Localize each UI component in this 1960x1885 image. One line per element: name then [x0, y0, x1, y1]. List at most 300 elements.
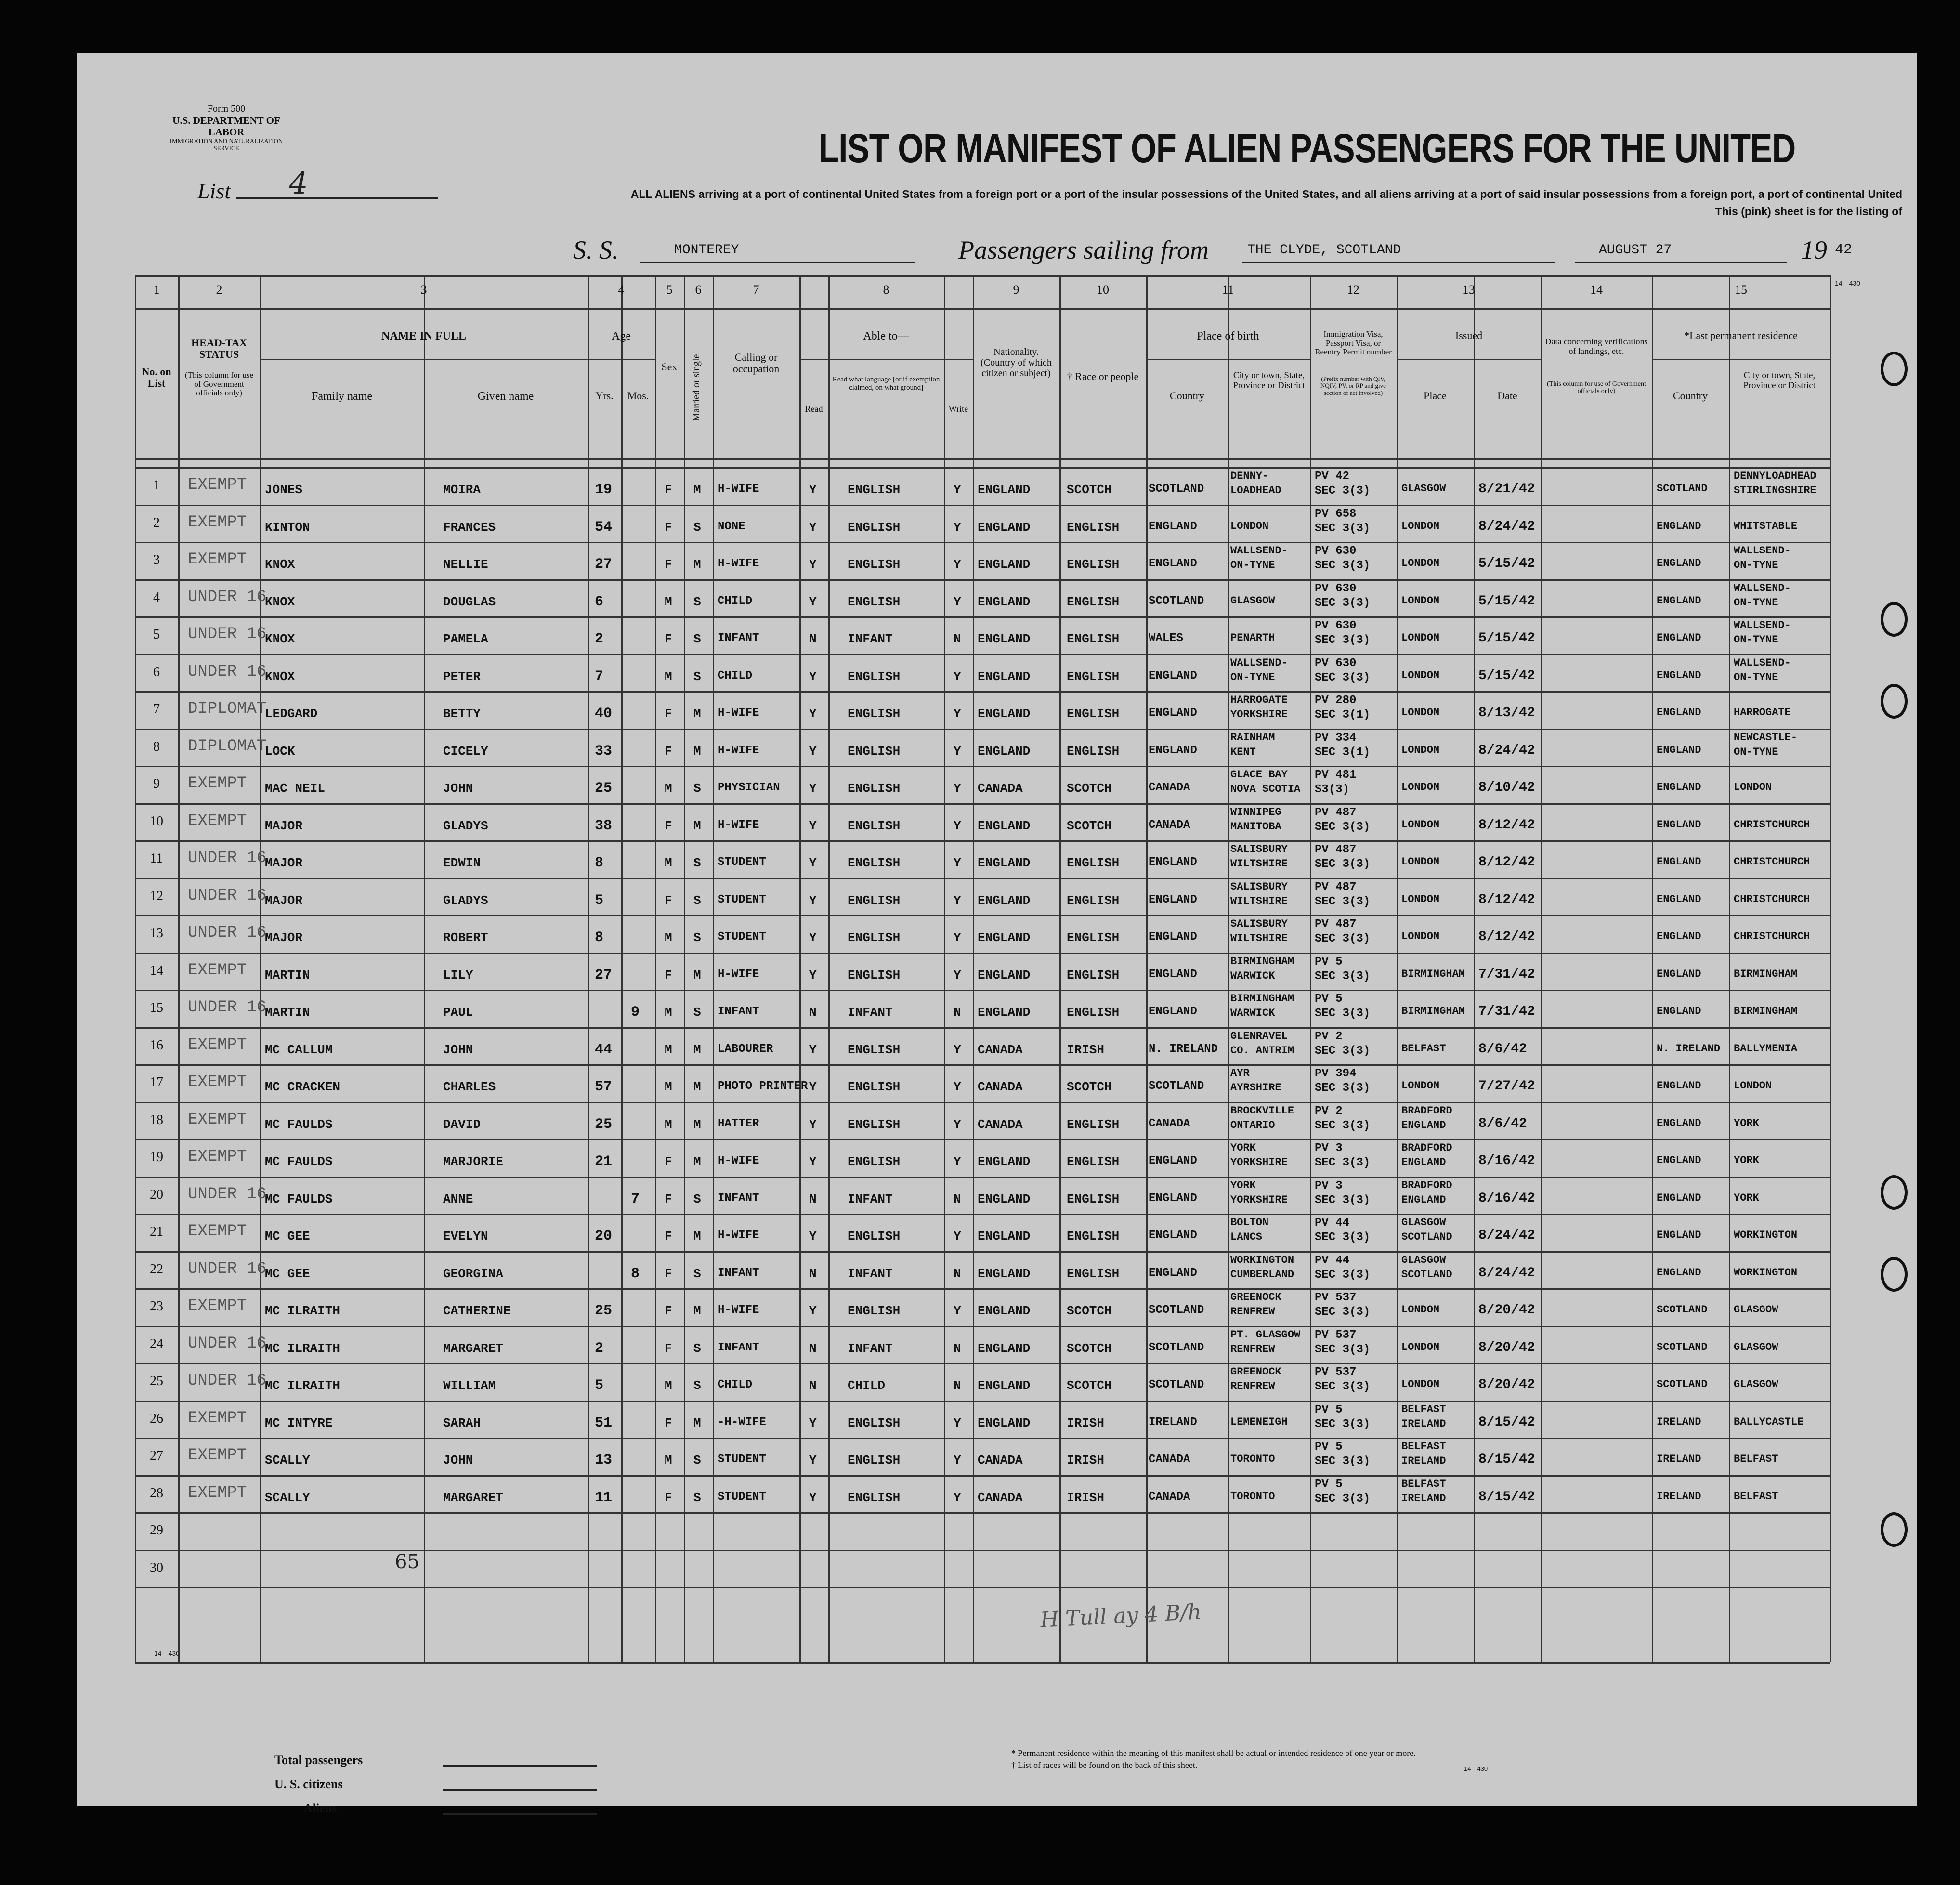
visa-number: S3(3)	[1315, 783, 1350, 796]
sex: F	[665, 520, 672, 535]
visa-number: SEC 3(3)	[1315, 1455, 1371, 1468]
read-language: CHILD	[848, 1378, 886, 1393]
residence-country: SCOTLAND	[1657, 1378, 1708, 1390]
nationality: CANADA	[978, 1453, 1023, 1467]
family-name: MC FAULDS	[265, 1191, 333, 1206]
head-tax-status: UNDER 16	[188, 849, 267, 867]
head-tax-status: EXEMPT	[188, 1110, 247, 1129]
birth-city: WILTSHIRE	[1230, 858, 1288, 870]
header-head-tax-note: (This column for use of Government officials only)	[184, 370, 254, 398]
residence-city: YORK	[1734, 1154, 1759, 1166]
can-write: Y	[954, 893, 961, 908]
issued-place: ENGLAND	[1401, 1119, 1446, 1131]
row-number: 24	[150, 1336, 163, 1351]
nationality: ENGLAND	[978, 856, 1031, 870]
table-row	[135, 990, 1830, 1027]
occupation: STUDENT	[718, 1490, 766, 1504]
nationality: ENGLAND	[978, 1341, 1031, 1356]
row-number: 26	[150, 1411, 163, 1426]
birth-country: CANADA	[1149, 818, 1190, 832]
header-mos: Mos.	[627, 390, 649, 402]
header-read: Read	[805, 404, 823, 414]
issued-place: SCOTLAND	[1401, 1231, 1452, 1243]
read-language: ENGLISH	[848, 1415, 901, 1430]
can-write: Y	[954, 594, 961, 609]
col-number-6: 6	[695, 283, 702, 297]
occupation: STUDENT	[718, 1453, 766, 1466]
issued-date: 8/13/42	[1478, 706, 1535, 720]
issued-place: LONDON	[1401, 781, 1440, 793]
residence-country: ENGLAND	[1657, 594, 1701, 607]
birth-city: AYR	[1230, 1067, 1250, 1079]
age-months: 7	[631, 1191, 640, 1207]
family-name: MAJOR	[265, 930, 303, 945]
header-data-note: (This column for use of Government officials only)	[1547, 380, 1646, 395]
residence-city: GLASGOW	[1734, 1341, 1778, 1353]
race: SCOTCH	[1067, 818, 1112, 833]
row-number: 19	[150, 1150, 163, 1165]
header-age: Age	[612, 330, 631, 342]
row-number: 25	[150, 1374, 163, 1388]
table-row	[135, 505, 1830, 542]
head-tax-status: UNDER 16	[188, 924, 267, 942]
head-tax-status: UNDER 16	[188, 1334, 267, 1353]
row-number: 15	[150, 1000, 163, 1015]
read-language: ENGLISH	[848, 1042, 901, 1057]
residence-city: WORKINGTON	[1734, 1229, 1798, 1241]
sex: M	[665, 1117, 672, 1132]
header-able-to: Able to—	[863, 330, 909, 342]
residence-city: STIRLINGSHIRE	[1734, 484, 1816, 497]
age-years: 57	[595, 1079, 613, 1095]
occupation: STUDENT	[718, 930, 766, 943]
given-name: DOUGLAS	[443, 594, 496, 609]
table-row	[135, 1326, 1830, 1363]
given-name: ROBERT	[443, 930, 488, 945]
row-number: 6	[153, 664, 160, 680]
visa-number: PV 487	[1315, 918, 1357, 931]
occupation: H-WIFE	[718, 1154, 759, 1167]
family-name: MC INTYRE	[265, 1415, 333, 1430]
can-read: Y	[809, 818, 817, 833]
occupation: H-WIFE	[718, 968, 759, 981]
age-years: 13	[595, 1452, 613, 1468]
nationality: ENGLAND	[978, 968, 1031, 982]
col-number-11: 11	[1222, 283, 1234, 297]
nationality: ENGLAND	[978, 1154, 1031, 1169]
visa-number: SEC 3(1)	[1315, 708, 1371, 721]
sex: F	[665, 1415, 672, 1430]
age-years: 6	[595, 593, 604, 610]
head-tax-status: EXEMPT	[188, 1035, 247, 1054]
us-citizens-line	[443, 1789, 597, 1791]
sex: F	[665, 893, 672, 908]
table-row	[135, 1363, 1830, 1401]
birth-city: ONTARIO	[1230, 1119, 1275, 1131]
row-number: 1	[153, 478, 160, 493]
header-write: Write	[948, 404, 968, 414]
family-name: LOCK	[265, 744, 295, 759]
family-name: KNOX	[265, 632, 295, 646]
birth-city: RAINHAM	[1230, 731, 1275, 744]
birth-city: AYRSHIRE	[1230, 1082, 1281, 1094]
read-language: ENGLISH	[848, 1453, 901, 1467]
given-name: EVELYN	[443, 1229, 488, 1244]
marital-status: M	[693, 1229, 701, 1244]
head-tax-status: EXEMPT	[188, 1222, 247, 1241]
family-name: MC CALLUM	[265, 1042, 333, 1057]
marital-status: M	[693, 1042, 701, 1057]
header-birth-city: City or town, State, Province or District	[1233, 370, 1305, 391]
col-number-13: 13	[1463, 283, 1475, 297]
issued-place: LONDON	[1401, 669, 1440, 681]
can-read: Y	[809, 557, 817, 572]
can-write: Y	[954, 1080, 961, 1094]
sex: F	[665, 1490, 672, 1505]
head-tax-status: EXEMPT	[188, 513, 247, 532]
binder-hole	[1881, 1257, 1908, 1292]
birth-city: GREENOCK	[1230, 1291, 1281, 1303]
residence-city: NEWCASTLE-	[1734, 731, 1798, 744]
birth-city: YORKSHIRE	[1230, 708, 1288, 720]
issued-date: 7/27/42	[1478, 1079, 1535, 1094]
form-code-footer: 14—430	[1464, 1765, 1488, 1772]
issued-place: ENGLAND	[1401, 1193, 1446, 1206]
age-years: 2	[595, 631, 604, 647]
issued-place: BIRMINGHAM	[1401, 968, 1465, 980]
birth-city: YORK	[1230, 1142, 1256, 1154]
row-number: 12	[150, 888, 163, 903]
marital-status: S	[693, 1490, 701, 1505]
table-row	[135, 1027, 1830, 1065]
visa-number: PV 630	[1315, 545, 1357, 558]
can-write: N	[954, 1378, 961, 1393]
row-number: 20	[150, 1187, 163, 1202]
residence-country: ENGLAND	[1657, 1266, 1701, 1279]
col-number-4: 4	[618, 283, 625, 297]
birth-country: ENGLAND	[1149, 707, 1197, 720]
residence-city: YORK	[1734, 1117, 1759, 1129]
table-row	[135, 1550, 1830, 1587]
birth-city: DENNY-	[1230, 470, 1269, 482]
birth-country: SCOTLAND	[1149, 1304, 1204, 1317]
race: SCOTCH	[1067, 781, 1112, 796]
header-visa: Immigration Visa, Passport Visa, or Reentry Permit number	[1315, 329, 1392, 357]
sex: M	[665, 1453, 672, 1467]
can-write: N	[954, 1191, 961, 1206]
marital-status: S	[693, 1191, 701, 1206]
issued-date: 8/20/42	[1478, 1303, 1535, 1318]
header-res-city: City or town, State, Province or District	[1743, 370, 1816, 391]
birth-city: GLASGOW	[1230, 594, 1275, 607]
family-name: LEDGARD	[265, 707, 318, 721]
row-number: 18	[150, 1112, 163, 1127]
read-language: ENGLISH	[848, 1080, 901, 1094]
birth-country: ENGLAND	[1149, 669, 1197, 682]
birth-city: ON-TYNE	[1230, 671, 1275, 683]
sex: F	[665, 968, 672, 982]
race: IRISH	[1067, 1415, 1105, 1430]
occupation: STUDENT	[718, 893, 766, 906]
marital-status: M	[693, 557, 701, 572]
table-row	[135, 1102, 1830, 1139]
residence-city: CHRISTCHURCH	[1734, 818, 1810, 831]
row-number: 13	[150, 926, 163, 941]
visa-number: SEC 3(3)	[1315, 484, 1371, 497]
issued-place: LONDON	[1401, 707, 1440, 719]
table-row	[135, 654, 1830, 692]
header-birth-country: Country	[1169, 390, 1205, 402]
binder-hole	[1881, 352, 1908, 386]
birth-country: ENGLAND	[1149, 1154, 1197, 1167]
sex: F	[665, 1304, 672, 1318]
sex: M	[665, 1042, 672, 1057]
occupation: INFANT	[718, 1191, 759, 1205]
given-name: MARGARET	[443, 1341, 503, 1356]
residence-city: GLASGOW	[1734, 1304, 1778, 1316]
residence-country: ENGLAND	[1657, 1080, 1701, 1092]
age-years: 40	[595, 706, 613, 722]
birth-city: CUMBERLAND	[1230, 1268, 1294, 1281]
marital-status: S	[693, 930, 701, 945]
age-years: 27	[595, 967, 613, 983]
can-write: Y	[954, 818, 961, 833]
visa-number: PV 630	[1315, 582, 1357, 595]
occupation: -H-WIFE	[718, 1415, 766, 1429]
issued-place: BELFAST	[1401, 1403, 1446, 1415]
count-annotation: 65	[395, 1551, 419, 1573]
table-row	[135, 1251, 1830, 1289]
read-language: ENGLISH	[848, 1229, 901, 1244]
marital-status: S	[693, 520, 701, 535]
birth-country: CANADA	[1149, 781, 1190, 794]
birth-country: SCOTLAND	[1149, 1080, 1204, 1093]
birth-city: GLACE BAY	[1230, 769, 1288, 781]
occupation: INFANT	[718, 632, 759, 645]
residence-city: ON-TYNE	[1734, 596, 1778, 609]
issued-place: LONDON	[1401, 1341, 1440, 1353]
can-read: Y	[809, 893, 817, 908]
can-write: Y	[954, 1415, 961, 1430]
visa-number: PV 658	[1315, 507, 1357, 521]
nationality: CANADA	[978, 1490, 1023, 1505]
handwritten-note: H Tull ay 4 B/h	[1039, 1599, 1202, 1633]
col-number-9: 9	[1013, 283, 1019, 297]
birth-country: ENGLAND	[1149, 1005, 1197, 1018]
family-name: SCALLY	[265, 1490, 310, 1505]
race: IRISH	[1067, 1453, 1105, 1467]
occupation: NONE	[718, 520, 745, 533]
head-tax-status: UNDER 16	[188, 1372, 267, 1390]
residence-country: ENGLAND	[1657, 930, 1701, 942]
header-calling: Calling or occupation	[732, 351, 780, 375]
issued-date: 5/15/42	[1478, 631, 1535, 646]
head-tax-status: EXEMPT	[188, 1409, 247, 1427]
marital-status: S	[693, 1266, 701, 1281]
family-name: MC CRACKEN	[265, 1080, 340, 1094]
visa-number: SEC 3(3)	[1315, 932, 1371, 945]
family-name: MARTIN	[265, 1005, 310, 1020]
family-name: KINTON	[265, 520, 310, 535]
read-language: ENGLISH	[848, 818, 901, 833]
residence-city: YORK	[1734, 1191, 1759, 1204]
sailing-date: AUGUST 27	[1599, 243, 1672, 258]
row-number: 10	[150, 813, 163, 829]
marital-status: S	[693, 594, 701, 609]
issued-place: GLASGOW	[1401, 1254, 1446, 1266]
issued-date: 8/12/42	[1478, 892, 1535, 907]
sailing-label: Passengers sailing from	[958, 236, 1209, 264]
can-write: Y	[954, 781, 961, 796]
col-number-1: 1	[153, 283, 160, 297]
visa-number: PV 44	[1315, 1254, 1350, 1267]
table-row	[135, 542, 1830, 579]
residence-country: ENGLAND	[1657, 781, 1701, 793]
nationality: ENGLAND	[978, 707, 1031, 721]
row-number: 9	[153, 776, 160, 791]
row-number: 7	[153, 702, 160, 717]
residence-city: BIRMINGHAM	[1734, 1005, 1798, 1017]
visa-number: PV 487	[1315, 843, 1357, 856]
birth-city: LEMENEIGH	[1230, 1415, 1288, 1428]
can-read: N	[809, 632, 817, 646]
nationality: ENGLAND	[978, 744, 1031, 759]
birth-city: BOLTON	[1230, 1217, 1269, 1229]
header-place-of-birth: Place of birth	[1197, 330, 1259, 342]
given-name: ANNE	[443, 1191, 473, 1206]
age-years: 25	[595, 1303, 613, 1319]
given-name: JOHN	[443, 781, 473, 796]
head-tax-status: UNDER 16	[188, 625, 267, 643]
race: IRISH	[1067, 1042, 1105, 1057]
form-number: Form 500	[207, 104, 246, 114]
grid-row-line	[135, 458, 1830, 460]
table-row	[135, 803, 1830, 841]
table-row	[135, 579, 1830, 617]
table-row	[135, 616, 1830, 654]
issued-place: IRELAND	[1401, 1417, 1446, 1430]
footnote-residence: * Permanent residence within the meaning of this manifest shall be actual or intended residence of one year or more.	[1011, 1748, 1416, 1758]
residence-city: ON-TYNE	[1734, 746, 1778, 758]
residence-city: WALLSEND-	[1734, 582, 1791, 594]
age-years: 5	[595, 1377, 604, 1394]
header-issued-place: Place	[1424, 390, 1447, 402]
occupation: PHYSICIAN	[718, 781, 780, 794]
visa-number: PV 334	[1315, 731, 1357, 745]
issued-place: LONDON	[1401, 1378, 1440, 1390]
occupation: CHILD	[718, 669, 753, 682]
occupation: LABOURER	[718, 1042, 773, 1056]
age-years: 54	[595, 519, 613, 536]
family-name: KNOX	[265, 594, 295, 609]
issued-date: 8/24/42	[1478, 1265, 1535, 1281]
birth-city: WORKINGTON	[1230, 1254, 1294, 1266]
nationality: ENGLAND	[978, 1191, 1031, 1206]
visa-number: SEC 3(3)	[1315, 1193, 1371, 1207]
birth-city: WILTSHIRE	[1230, 895, 1288, 907]
marital-status: M	[693, 1304, 701, 1318]
footnote-races: † List of races will be found on the back of this sheet.	[1011, 1760, 1198, 1770]
birth-country: ENGLAND	[1149, 893, 1197, 906]
birth-country: IRELAND	[1149, 1415, 1197, 1429]
residence-city: ON-TYNE	[1734, 634, 1778, 646]
race: ENGLISH	[1067, 1191, 1120, 1206]
marital-status: M	[693, 1415, 701, 1430]
birth-city: BROCKVILLE	[1230, 1104, 1294, 1117]
residence-country: N. IRELAND	[1657, 1042, 1721, 1055]
marital-status: S	[693, 781, 701, 796]
visa-number: PV 5	[1315, 1478, 1343, 1491]
binder-hole	[1881, 602, 1908, 637]
issued-place: LONDON	[1401, 1304, 1440, 1316]
residence-city: WALLSEND-	[1734, 619, 1791, 631]
header-visa-note: (Prefix number with QIV, NQIV, PV, or RP and give section of act involved)	[1320, 375, 1386, 396]
family-name: KNOX	[265, 669, 295, 684]
sex: F	[665, 818, 672, 833]
residence-city: BALLYMENIA	[1734, 1042, 1798, 1055]
race: ENGLISH	[1067, 632, 1120, 646]
us-citizens-label: U. S. citizens	[274, 1777, 343, 1791]
sex: F	[665, 632, 672, 646]
residence-city: LONDON	[1734, 1080, 1772, 1092]
issued-place: LONDON	[1401, 557, 1440, 569]
sex: F	[665, 1154, 672, 1169]
visa-number: PV 2	[1315, 1030, 1343, 1043]
can-read: N	[809, 1341, 817, 1356]
head-tax-status: UNDER 16	[188, 1185, 267, 1204]
residence-city: LONDON	[1734, 781, 1772, 793]
grid-row-line	[135, 1662, 1830, 1664]
race: SCOTCH	[1067, 1341, 1112, 1356]
visa-number: SEC 3(3)	[1315, 1231, 1371, 1244]
table-row	[135, 1512, 1830, 1550]
marital-status: M	[693, 707, 701, 721]
sex: M	[665, 1005, 672, 1020]
race: ENGLISH	[1067, 930, 1120, 945]
residence-country: ENGLAND	[1657, 1191, 1701, 1204]
issued-place: BRADFORD	[1401, 1142, 1452, 1154]
race: ENGLISH	[1067, 1229, 1120, 1244]
residence-city: ON-TYNE	[1734, 559, 1778, 571]
can-read: Y	[809, 930, 817, 945]
header-married: Married or single	[691, 354, 702, 421]
given-name: MARGARET	[443, 1490, 503, 1505]
can-read: N	[809, 1266, 817, 1281]
date-field	[1575, 241, 1787, 263]
occupation: H-WIFE	[718, 1229, 759, 1242]
sex: M	[665, 930, 672, 945]
issued-date: 7/31/42	[1478, 967, 1535, 982]
birth-city: SALISBURY	[1230, 918, 1288, 930]
issued-place: ENGLAND	[1401, 1156, 1446, 1168]
issued-place: BELFAST	[1401, 1440, 1446, 1453]
table-row	[135, 1177, 1830, 1214]
birth-city: WARWICK	[1230, 969, 1275, 982]
issued-date: 8/16/42	[1478, 1153, 1535, 1168]
given-name: FRANCES	[443, 520, 496, 535]
manifest-subtitle-2: This (pink) sheet is for the listing of	[1715, 205, 1902, 218]
issued-place: SCOTLAND	[1401, 1268, 1452, 1281]
birth-city: ON-TYNE	[1230, 559, 1275, 571]
nationality: ENGLAND	[978, 818, 1031, 833]
table-row	[135, 1475, 1830, 1513]
grid-row-line	[135, 275, 1830, 277]
can-write: Y	[954, 856, 961, 870]
can-read: Y	[809, 669, 817, 684]
residence-country: ENGLAND	[1657, 557, 1701, 569]
given-name: BETTY	[443, 707, 481, 721]
residence-country: ENGLAND	[1657, 669, 1701, 681]
